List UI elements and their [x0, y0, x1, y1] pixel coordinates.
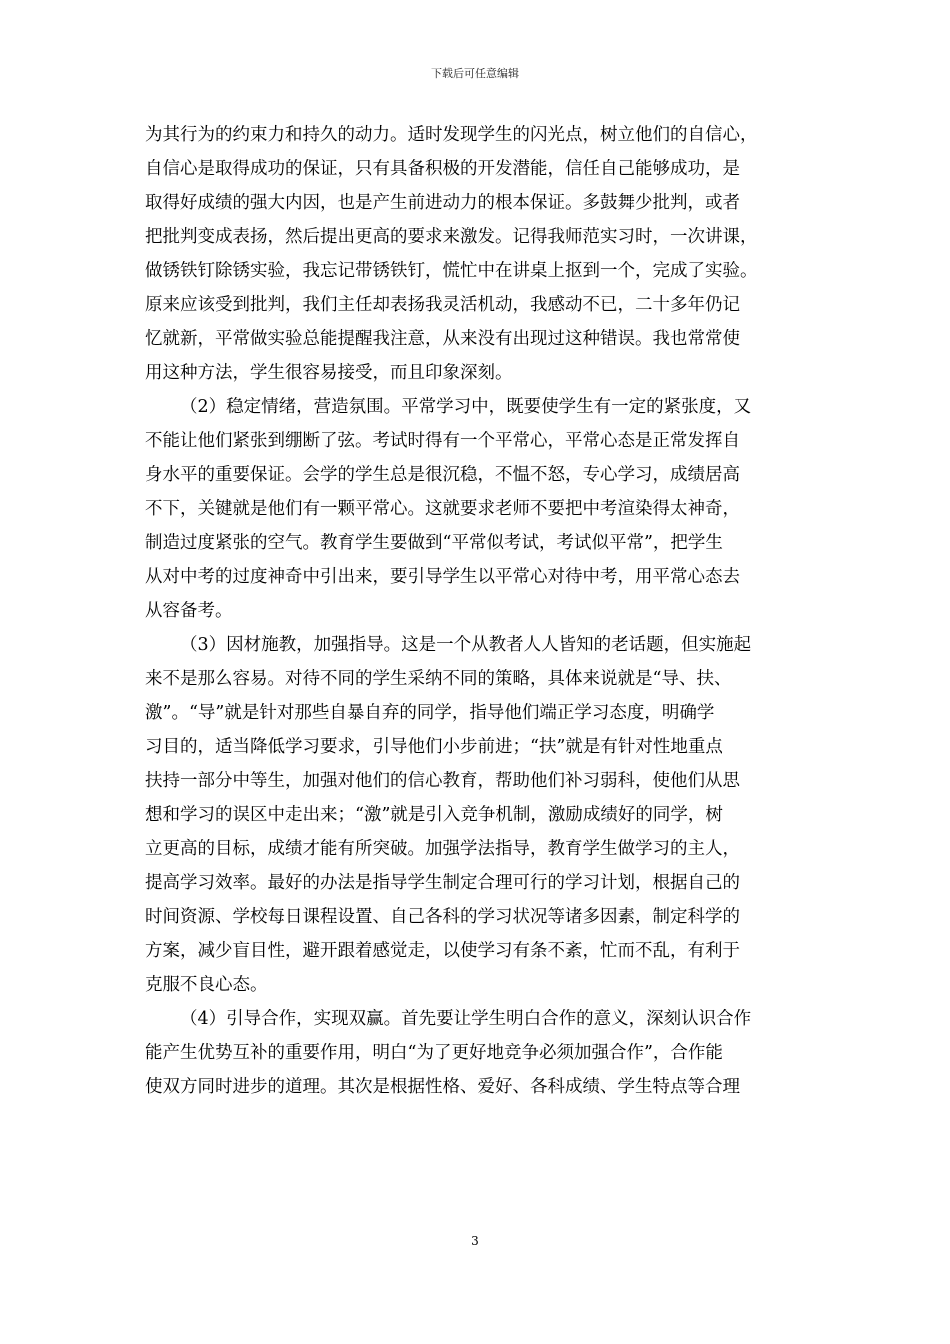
text-line: 能产生优势互补的重要作用，明白“为了更好地竞争必须加强合作”，合作能: [145, 1043, 723, 1063]
text-line: 习目的，适当降低学习要求，引导他们小步前进；“扶”就是有针对性地重点: [145, 737, 723, 757]
text-line: 来不是那么容易。对待不同的学生采纳不同的策略，具体来说就是“导、扶、: [145, 669, 732, 689]
text-line: 扶持一部分中等生，加强对他们的信心教育，帮助他们补习弱科，使他们从思: [145, 771, 740, 791]
text-line: 做锈铁钉除锈实验，我忘记带锈铁钉，慌忙中在讲桌上抠到一个，完成了实验。: [145, 261, 758, 281]
text-line: 从对中考的过度神奇中引出来，要引导学生以平常心对待中考，用平常心态去: [145, 567, 740, 587]
text-line: 把批判变成表扬，然后提出更高的要求来激发。记得我师范实习时，一次讲课，: [145, 227, 758, 247]
paragraph-4: [145, 1002, 805, 1104]
text-line: 为其行为的约束力和持久的动力。适时发现学生的闪光点，树立他们的自信心，: [145, 125, 758, 145]
text-line: 身水平的重要保证。会学的学生总是很沉稳，不愠不怒，专心学习，成绩居高: [145, 465, 740, 485]
text-line: 自信心是取得成功的保证，只有具备积极的开发潜能，信任自己能够成功，是: [145, 159, 740, 179]
text-line: 方案，减少盲目性，避开跟着感觉走，以使学习有条不紊，忙而不乱，有利于: [145, 941, 740, 961]
text-line: 取得好成绩的强大内因，也是产生前进动力的根本保证。多鼓舞少批判，或者: [145, 193, 740, 213]
text-line: 忆就新，平常做实验总能提醒我注意，从来没有出现过这种错误。我也常常使: [145, 329, 740, 349]
text-line: 想和学习的误区中走出来；“激”就是引入竞争机制，激励成绩好的同学，树: [145, 805, 723, 825]
text-line: （2）稳定情绪，营造氛围。平常学习中，既要使学生有一定的紧张度，又: [180, 397, 752, 417]
text-line: 用这种方法，学生很容易接受，而且印象深刻。: [145, 363, 513, 383]
text-line: 激”。“导”就是针对那些自暴自弃的同学，指导他们端正学习态度，明确学: [145, 703, 715, 723]
text-line: 不能让他们紧张到绷断了弦。考试时得有一个平常心，平常心态是正常发挥自: [145, 431, 740, 451]
text-line: （3）因材施教，加强指导。这是一个从教者人人皆知的老话题，但实施起: [180, 635, 752, 655]
page-header: 下载后可任意编辑: [431, 67, 519, 80]
text-line: 从容备考。: [145, 601, 233, 621]
text-line: 不下，关键就是他们有一颗平常心。这就要求老师不要把中考渲染得太神奇，: [145, 499, 740, 519]
paragraph-1: [145, 118, 805, 390]
paragraph-3: [145, 628, 805, 1002]
text-line: 制造过度紧张的空气。教育学生要做到“平常似考试，考试似平常”，把学生: [145, 533, 723, 553]
text-line: 克服不良心态。: [145, 975, 268, 995]
document-body: [145, 118, 805, 1104]
text-line: 立更高的目标，成绩才能有所突破。加强学法指导，教育学生做学习的主人，: [145, 839, 740, 859]
page-number: 3: [471, 1234, 479, 1248]
text-line: 使双方同时进步的道理。其次是根据性格、爱好、各科成绩、学生特点等合理: [145, 1077, 740, 1097]
text-line: 时间资源、学校每日课程设置、自己各科的学习状况等诸多因素，制定科学的: [145, 907, 740, 927]
text-line: 提高学习效率。最好的办法是指导学生制定合理可行的学习计划，根据自己的: [145, 873, 740, 893]
paragraph-2: [145, 390, 805, 628]
text-line: 原来应该受到批判，我们主任却表扬我灵活机动，我感动不已，二十多年仍记: [145, 295, 740, 315]
text-line: （4）引导合作，实现双赢。首先要让学生明白合作的意义，深刻认识合作: [180, 1009, 752, 1029]
